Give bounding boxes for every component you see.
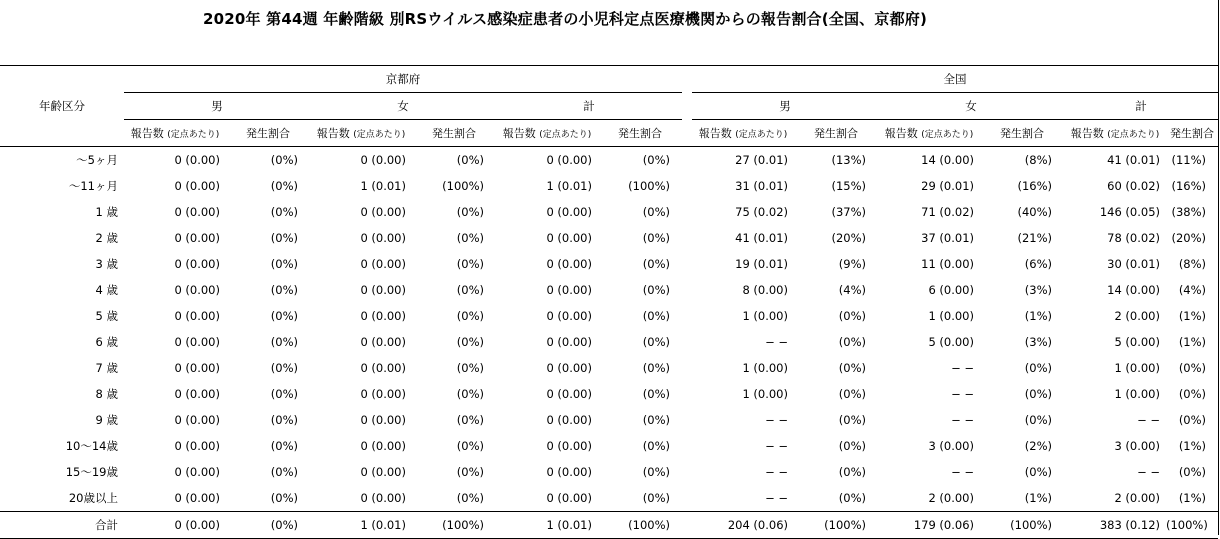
national-female-count: 71 (0.02) bbox=[921, 205, 974, 219]
kyoto-total-count: 0 (0.00) bbox=[546, 387, 592, 401]
age-cell: 3 歳 bbox=[95, 257, 118, 271]
kyoto-female-count: 0 (0.00) bbox=[310, 147, 412, 174]
national-male-header: 男 bbox=[692, 93, 878, 120]
national-male-rate: (37%) bbox=[831, 205, 866, 219]
kyoto-male-count: 0 (0.00) bbox=[174, 231, 220, 245]
kyoto-male-count: 0 (0.00) bbox=[174, 361, 220, 375]
national-female-rate: (1%) bbox=[1024, 309, 1052, 323]
kyoto-female-header: 女 bbox=[310, 93, 496, 120]
table-row bbox=[0, 485, 1218, 512]
national-total-rate: (1%) bbox=[1178, 439, 1207, 453]
national-total-count: 146 (0.05) bbox=[1099, 205, 1160, 219]
table-row bbox=[0, 407, 1218, 433]
kyoto-female-count: 0 (0.00) bbox=[360, 439, 406, 453]
kyoto-total-count: 1 (0.01) bbox=[546, 179, 592, 193]
kyoto-total-count: 0 (0.00) bbox=[546, 413, 592, 427]
age-cell: 2 歳 bbox=[95, 231, 118, 245]
kyoto-total-rate: (0%) bbox=[642, 465, 670, 479]
kyoto-male-rate: (0%) bbox=[270, 465, 298, 479]
kyoto-total-count: 1 (0.01) bbox=[496, 512, 598, 539]
national-total-count: 14 (0.00) bbox=[1107, 283, 1160, 297]
kyoto-female-rate: (0%) bbox=[456, 413, 484, 427]
age-cell: 7 歳 bbox=[95, 361, 118, 375]
kyoto-total-rate: (0%) bbox=[642, 205, 670, 219]
national-total-count: 5 (0.00) bbox=[1114, 335, 1160, 349]
kyoto-female-rate: (0%) bbox=[456, 491, 484, 505]
kyoto-total-count: 0 (0.00) bbox=[546, 465, 592, 479]
kyoto-male-rate: (0%) bbox=[270, 283, 298, 297]
national-female-count: 11 (0.00) bbox=[921, 257, 974, 271]
kyoto-male-count: 0 (0.00) bbox=[174, 179, 220, 193]
national-female-count: 37 (0.01) bbox=[921, 231, 974, 245]
national-male-count: 41 (0.01) bbox=[735, 231, 788, 245]
kyoto-total-rate: (0%) bbox=[642, 309, 670, 323]
kyoto-male-count: 0 (0.00) bbox=[124, 147, 226, 174]
table-footer bbox=[0, 512, 1218, 539]
national-total-rate: (8%) bbox=[1178, 257, 1207, 271]
national-total-count: 1 (0.00) bbox=[1114, 387, 1160, 401]
national-total-count: 2 (0.00) bbox=[1114, 491, 1160, 505]
table-row bbox=[0, 303, 1218, 329]
national-female-rate: (3%) bbox=[1024, 335, 1052, 349]
national-total-rate: (0%) bbox=[1178, 387, 1207, 401]
national-total-count: 41 (0.01) bbox=[1064, 147, 1166, 174]
national-female-count: 179 (0.06) bbox=[878, 512, 980, 539]
table-row bbox=[0, 433, 1218, 459]
table-body bbox=[0, 147, 1218, 512]
kyoto-total-count: 0 (0.00) bbox=[546, 335, 592, 349]
kyoto-female-rate: (0%) bbox=[456, 257, 484, 271]
kyoto-male-count: 0 (0.00) bbox=[174, 257, 220, 271]
kyoto-total-rate: (0%) bbox=[642, 231, 670, 245]
kyoto-total-rate-header: 発生割合 bbox=[598, 120, 682, 147]
national-female-count: − − bbox=[951, 465, 974, 479]
national-total-rate: (1%) bbox=[1178, 335, 1207, 349]
national-female-rate: (1%) bbox=[1024, 491, 1052, 505]
age-cell: 6 歳 bbox=[95, 335, 118, 349]
national-total-header: 計 bbox=[1064, 93, 1218, 120]
national-male-count: − − bbox=[765, 491, 788, 505]
national-total-rate: (1%) bbox=[1178, 309, 1207, 323]
kyoto-total-rate: (100%) bbox=[628, 179, 670, 193]
kyoto-total-count: 0 (0.00) bbox=[546, 309, 592, 323]
kyoto-male-count: 0 (0.00) bbox=[174, 309, 220, 323]
kyoto-male-rate: (0%) bbox=[270, 231, 298, 245]
age-cell: 合計 bbox=[0, 512, 124, 539]
kyoto-female-count: 0 (0.00) bbox=[360, 257, 406, 271]
table-row bbox=[0, 329, 1218, 355]
national-female-count: 1 (0.00) bbox=[928, 309, 974, 323]
table-row bbox=[0, 381, 1218, 407]
national-total-count: 78 (0.02) bbox=[1107, 231, 1160, 245]
kyoto-female-count: 0 (0.00) bbox=[360, 387, 406, 401]
kyoto-total-rate: (100%) bbox=[598, 512, 682, 539]
kyoto-male-rate: (0%) bbox=[270, 179, 298, 193]
national-female-rate: (0%) bbox=[1024, 387, 1052, 401]
table-row bbox=[0, 173, 1218, 199]
kyoto-total-rate: (0%) bbox=[642, 387, 670, 401]
kyoto-female-count: 0 (0.00) bbox=[360, 413, 406, 427]
national-male-count: 19 (0.01) bbox=[735, 257, 788, 271]
kyoto-total-count: 0 (0.00) bbox=[546, 491, 592, 505]
national-male-count: − − bbox=[765, 439, 788, 453]
national-female-rate: (16%) bbox=[1017, 179, 1052, 193]
national-female-count: − − bbox=[951, 413, 974, 427]
national-total-rate: (100%) bbox=[1166, 512, 1218, 539]
national-male-rate: (0%) bbox=[838, 309, 866, 323]
national-male-rate: (100%) bbox=[794, 512, 878, 539]
national-header: 全国 bbox=[692, 66, 1218, 93]
national-male-rate: (0%) bbox=[838, 361, 866, 375]
age-cell: 15〜19歳 bbox=[65, 465, 118, 479]
national-total-count: − − bbox=[1137, 465, 1160, 479]
kyoto-male-rate: (0%) bbox=[270, 439, 298, 453]
national-male-count: 204 (0.06) bbox=[692, 512, 794, 539]
kyoto-male-count: 0 (0.00) bbox=[174, 205, 220, 219]
national-total-count: 383 (0.12) bbox=[1064, 512, 1166, 539]
national-total-rate: (0%) bbox=[1178, 465, 1207, 479]
kyoto-female-reports-header: 報告数 (定点あたり) bbox=[310, 120, 412, 147]
kyoto-total-header: 計 bbox=[496, 93, 682, 120]
national-male-count: 8 (0.00) bbox=[742, 283, 788, 297]
national-male-rate: (9%) bbox=[838, 257, 866, 271]
kyoto-female-rate: (0%) bbox=[456, 335, 484, 349]
national-female-count: 14 (0.00) bbox=[878, 147, 980, 174]
kyoto-male-count: 0 (0.00) bbox=[174, 439, 220, 453]
kyoto-total-count: 0 (0.00) bbox=[546, 231, 592, 245]
national-total-count: 3 (0.00) bbox=[1114, 439, 1160, 453]
kyoto-male-count: 0 (0.00) bbox=[124, 512, 226, 539]
kyoto-total-reports-header: 報告数 (定点あたり) bbox=[496, 120, 598, 147]
national-male-rate: (0%) bbox=[838, 465, 866, 479]
kyoto-male-rate: (0%) bbox=[270, 361, 298, 375]
national-female-count: 29 (0.01) bbox=[921, 179, 974, 193]
kyoto-female-count: 0 (0.00) bbox=[360, 309, 406, 323]
kyoto-female-count: 0 (0.00) bbox=[360, 361, 406, 375]
national-total-count: 30 (0.01) bbox=[1107, 257, 1160, 271]
kyoto-female-count: 0 (0.00) bbox=[360, 205, 406, 219]
national-female-rate: (100%) bbox=[980, 512, 1064, 539]
national-male-count: − − bbox=[765, 335, 788, 349]
age-cell: 〜5ヶ月 bbox=[0, 147, 124, 174]
national-total-rate: (11%) bbox=[1166, 147, 1218, 174]
national-male-rate: (0%) bbox=[838, 387, 866, 401]
kyoto-total-count: 0 (0.00) bbox=[496, 147, 598, 174]
national-male-rate: (4%) bbox=[838, 283, 866, 297]
kyoto-female-rate: (0%) bbox=[456, 231, 484, 245]
page-title: 2020年 第44週 年齢階級 別RSウイルス感染症患者の小児科定点医療機関からの報告割合(全国、京都府) bbox=[202, 10, 928, 28]
table-row bbox=[0, 355, 1218, 381]
national-male-count: − − bbox=[765, 413, 788, 427]
kyoto-male-rate: (0%) bbox=[226, 147, 310, 174]
kyoto-female-rate: (0%) bbox=[412, 147, 496, 174]
age-cell: 20歳以上 bbox=[68, 491, 118, 505]
kyoto-total-rate: (0%) bbox=[642, 257, 670, 271]
rs-report-table bbox=[0, 65, 1218, 539]
kyoto-male-rate: (0%) bbox=[270, 387, 298, 401]
national-total-reports-header: 報告数 (定点あたり) bbox=[1064, 120, 1166, 147]
kyoto-male-count: 0 (0.00) bbox=[174, 491, 220, 505]
kyoto-male-count: 0 (0.00) bbox=[174, 465, 220, 479]
table-row bbox=[0, 251, 1218, 277]
table-row bbox=[0, 225, 1218, 251]
kyoto-female-rate: (0%) bbox=[456, 387, 484, 401]
kyoto-total-count: 0 (0.00) bbox=[546, 283, 592, 297]
age-cell: 9 歳 bbox=[95, 413, 118, 427]
kyoto-male-rate: (0%) bbox=[270, 205, 298, 219]
kyoto-female-count: 0 (0.00) bbox=[360, 491, 406, 505]
kyoto-total-rate: (0%) bbox=[642, 439, 670, 453]
kyoto-total-count: 0 (0.00) bbox=[546, 361, 592, 375]
national-female-rate-header: 発生割合 bbox=[980, 120, 1064, 147]
age-cell: 〜11ヶ月 bbox=[68, 179, 118, 193]
national-male-rate: (15%) bbox=[831, 179, 866, 193]
kyoto-total-count: 0 (0.00) bbox=[546, 205, 592, 219]
national-female-rate: (8%) bbox=[980, 147, 1064, 174]
kyoto-header: 京都府 bbox=[124, 66, 682, 93]
national-female-rate: (3%) bbox=[1024, 283, 1052, 297]
national-male-count: 75 (0.02) bbox=[735, 205, 788, 219]
kyoto-female-rate: (0%) bbox=[456, 465, 484, 479]
kyoto-female-count: 1 (0.01) bbox=[360, 179, 406, 193]
kyoto-male-rate: (0%) bbox=[270, 309, 298, 323]
kyoto-female-rate: (100%) bbox=[412, 512, 496, 539]
national-male-rate: (0%) bbox=[838, 335, 866, 349]
national-female-rate: (0%) bbox=[1024, 465, 1052, 479]
kyoto-female-rate: (100%) bbox=[442, 179, 484, 193]
kyoto-male-rate: (0%) bbox=[270, 335, 298, 349]
national-total-count: 1 (0.00) bbox=[1114, 361, 1160, 375]
national-female-count: 6 (0.00) bbox=[928, 283, 974, 297]
table-row bbox=[0, 277, 1218, 303]
kyoto-female-count: 0 (0.00) bbox=[360, 465, 406, 479]
national-male-rate: (20%) bbox=[831, 231, 866, 245]
kyoto-female-rate: (0%) bbox=[456, 439, 484, 453]
table-row bbox=[0, 459, 1218, 485]
kyoto-female-rate-header: 発生割合 bbox=[412, 120, 496, 147]
national-female-rate: (0%) bbox=[1024, 413, 1052, 427]
kyoto-female-rate: (0%) bbox=[456, 361, 484, 375]
national-female-rate: (21%) bbox=[1017, 231, 1052, 245]
national-male-count: 27 (0.01) bbox=[692, 147, 794, 174]
frame-border bbox=[1218, 0, 1219, 535]
table-row bbox=[0, 199, 1218, 225]
age-cell: 5 歳 bbox=[95, 309, 118, 323]
national-male-rate-header: 発生割合 bbox=[794, 120, 878, 147]
kyoto-total-rate: (0%) bbox=[642, 491, 670, 505]
kyoto-female-rate: (0%) bbox=[456, 309, 484, 323]
national-total-rate-header: 発生割合 bbox=[1166, 120, 1218, 147]
national-female-count: − − bbox=[951, 387, 974, 401]
kyoto-male-rate: (0%) bbox=[270, 491, 298, 505]
national-male-reports-header: 報告数 (定点あたり) bbox=[692, 120, 794, 147]
national-male-count: 1 (0.00) bbox=[742, 309, 788, 323]
kyoto-total-rate: (0%) bbox=[642, 361, 670, 375]
age-column-header: 年齢区分 bbox=[0, 66, 124, 147]
national-female-header: 女 bbox=[878, 93, 1064, 120]
national-female-count: 3 (0.00) bbox=[928, 439, 974, 453]
kyoto-total-rate: (0%) bbox=[642, 283, 670, 297]
kyoto-male-rate: (0%) bbox=[226, 512, 310, 539]
kyoto-total-rate: (0%) bbox=[642, 413, 670, 427]
national-female-rate: (40%) bbox=[1017, 205, 1052, 219]
kyoto-male-rate: (0%) bbox=[270, 257, 298, 271]
kyoto-male-count: 0 (0.00) bbox=[174, 283, 220, 297]
kyoto-male-count: 0 (0.00) bbox=[174, 387, 220, 401]
kyoto-female-count: 1 (0.01) bbox=[310, 512, 412, 539]
national-total-rate: (16%) bbox=[1171, 179, 1207, 193]
national-female-rate: (0%) bbox=[1024, 361, 1052, 375]
national-male-count: − − bbox=[765, 465, 788, 479]
kyoto-female-count: 0 (0.00) bbox=[360, 283, 406, 297]
national-male-rate: (0%) bbox=[838, 491, 866, 505]
national-total-rate: (0%) bbox=[1178, 361, 1207, 375]
kyoto-male-rate-header: 発生割合 bbox=[226, 120, 310, 147]
national-male-rate: (13%) bbox=[794, 147, 878, 174]
national-total-rate: (38%) bbox=[1171, 205, 1207, 219]
age-cell: 8 歳 bbox=[95, 387, 118, 401]
national-female-count: − − bbox=[951, 361, 974, 375]
national-female-count: 2 (0.00) bbox=[928, 491, 974, 505]
kyoto-male-count: 0 (0.00) bbox=[174, 335, 220, 349]
kyoto-female-count: 0 (0.00) bbox=[360, 231, 406, 245]
kyoto-total-rate: (0%) bbox=[598, 147, 682, 174]
kyoto-male-reports-header: 報告数 (定点あたり) bbox=[124, 120, 226, 147]
age-cell: 10〜14歳 bbox=[65, 439, 118, 453]
national-total-count: 60 (0.02) bbox=[1107, 179, 1160, 193]
national-male-count: 1 (0.00) bbox=[742, 387, 788, 401]
age-cell: 4 歳 bbox=[95, 283, 118, 297]
national-male-count: 31 (0.01) bbox=[735, 179, 788, 193]
national-total-rate: (4%) bbox=[1178, 283, 1207, 297]
kyoto-female-rate: (0%) bbox=[456, 283, 484, 297]
kyoto-total-count: 0 (0.00) bbox=[546, 439, 592, 453]
national-male-rate: (0%) bbox=[838, 439, 866, 453]
national-female-rate: (6%) bbox=[1024, 257, 1052, 271]
national-total-rate: (0%) bbox=[1178, 413, 1207, 427]
national-total-count: − − bbox=[1137, 413, 1160, 427]
kyoto-male-count: 0 (0.00) bbox=[174, 413, 220, 427]
national-male-count: 1 (0.00) bbox=[742, 361, 788, 375]
kyoto-female-count: 0 (0.00) bbox=[360, 335, 406, 349]
national-female-rate: (2%) bbox=[1024, 439, 1052, 453]
national-total-rate: (1%) bbox=[1178, 491, 1207, 505]
national-female-count: 5 (0.00) bbox=[928, 335, 974, 349]
national-female-reports-header: 報告数 (定点あたり) bbox=[878, 120, 980, 147]
subheader-row bbox=[0, 120, 1218, 147]
kyoto-total-count: 0 (0.00) bbox=[546, 257, 592, 271]
kyoto-male-rate: (0%) bbox=[270, 413, 298, 427]
kyoto-male-header: 男 bbox=[124, 93, 310, 120]
national-total-count: 2 (0.00) bbox=[1114, 309, 1160, 323]
kyoto-total-rate: (0%) bbox=[642, 335, 670, 349]
age-cell: 1 歳 bbox=[95, 205, 118, 219]
national-male-rate: (0%) bbox=[838, 413, 866, 427]
kyoto-female-rate: (0%) bbox=[456, 205, 484, 219]
table-row bbox=[0, 147, 1218, 174]
total-row bbox=[0, 512, 1218, 539]
national-total-rate: (20%) bbox=[1171, 231, 1207, 245]
